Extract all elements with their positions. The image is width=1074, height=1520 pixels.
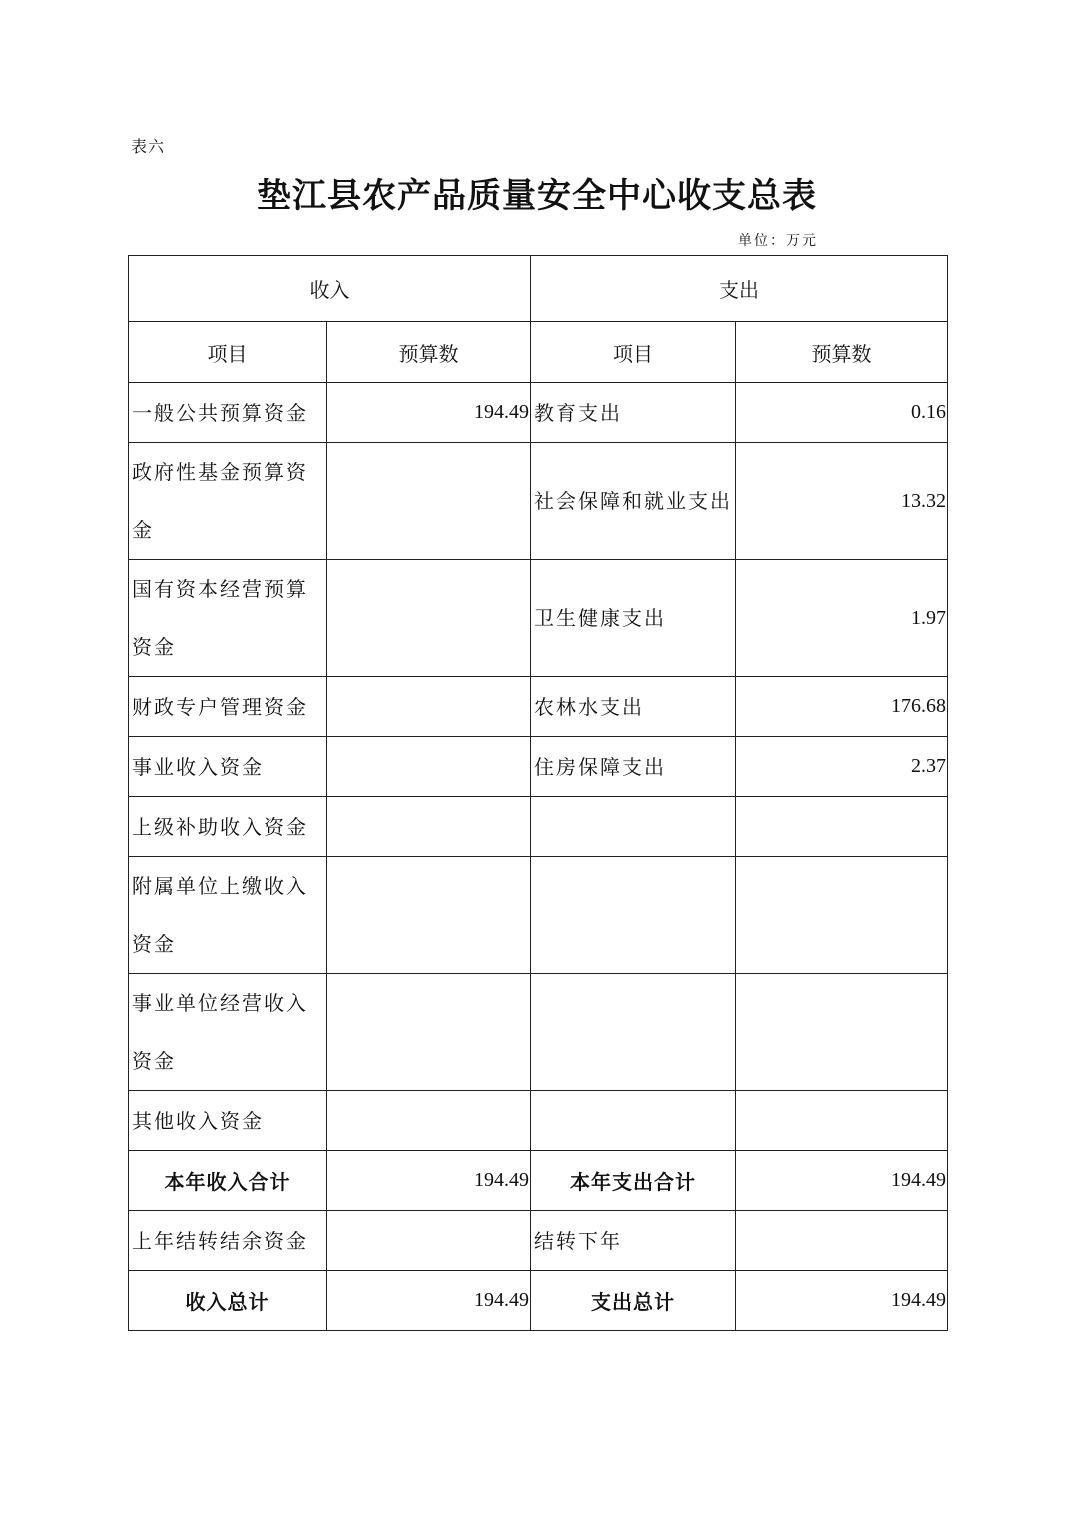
income-grand-total-label: 收入总计	[129, 1271, 327, 1331]
expense-item: 住房保障支出	[531, 737, 736, 797]
income-item: 事业单位经营收入资金	[129, 974, 327, 1091]
income-item: 国有资本经营预算资金	[129, 560, 327, 677]
budget-summary-table	[128, 255, 948, 1331]
income-value: 194.49	[327, 383, 531, 443]
table-row	[129, 383, 948, 443]
expense-value	[736, 797, 948, 857]
expense-value: 176.68	[736, 677, 948, 737]
expense-value	[736, 974, 948, 1091]
expense-item: 教育支出	[531, 383, 736, 443]
income-value	[327, 974, 531, 1091]
income-item: 上级补助收入资金	[129, 797, 327, 857]
income-section-header: 收入	[129, 256, 531, 322]
table-row	[129, 677, 948, 737]
table-row	[129, 857, 948, 974]
year-expense-total-label: 本年支出合计	[531, 1151, 736, 1211]
table-number-label: 表六	[131, 137, 166, 156]
carryover-row	[129, 1211, 948, 1271]
section-header-row	[129, 256, 948, 322]
table-row	[129, 1091, 948, 1151]
table-row	[129, 797, 948, 857]
income-budget-header: 预算数	[327, 322, 531, 383]
income-grand-total-value: 194.49	[327, 1271, 531, 1331]
income-value	[327, 737, 531, 797]
expense-value	[736, 1091, 948, 1151]
carryover-income-item: 上年结转结余资金	[129, 1211, 327, 1271]
expense-value	[736, 857, 948, 974]
expense-value: 2.37	[736, 737, 948, 797]
expense-item: 卫生健康支出	[531, 560, 736, 677]
year-total-row	[129, 1151, 948, 1211]
table-row	[129, 737, 948, 797]
expense-section-header: 支出	[531, 256, 948, 322]
income-value	[327, 560, 531, 677]
carryover-expense-value	[736, 1211, 948, 1271]
expense-item: 农林水支出	[531, 677, 736, 737]
year-income-total-value: 194.49	[327, 1151, 531, 1211]
expense-item	[531, 797, 736, 857]
income-item: 附属单位上缴收入资金	[129, 857, 327, 974]
income-item: 政府性基金预算资金	[129, 443, 327, 560]
expense-item-header: 项目	[531, 322, 736, 383]
year-expense-total-value: 194.49	[736, 1151, 948, 1211]
carryover-income-value	[327, 1211, 531, 1271]
table-row	[129, 974, 948, 1091]
expense-value: 1.97	[736, 560, 948, 677]
income-item-header: 项目	[129, 322, 327, 383]
expense-value: 0.16	[736, 383, 948, 443]
unit-label: 单位：万元	[738, 233, 818, 249]
year-income-total-label: 本年收入合计	[129, 1151, 327, 1211]
grand-total-row	[129, 1271, 948, 1331]
expense-grand-total-label: 支出总计	[531, 1271, 736, 1331]
carryover-expense-item: 结转下年	[531, 1211, 736, 1271]
income-item: 其他收入资金	[129, 1091, 327, 1151]
income-value	[327, 797, 531, 857]
expense-grand-total-value: 194.49	[736, 1271, 948, 1331]
income-value	[327, 857, 531, 974]
income-item: 一般公共预算资金	[129, 383, 327, 443]
income-item: 财政专户管理资金	[129, 677, 327, 737]
column-header-row	[129, 322, 948, 383]
expense-budget-header: 预算数	[736, 322, 948, 383]
expense-item	[531, 974, 736, 1091]
income-value	[327, 443, 531, 560]
expense-item	[531, 1091, 736, 1151]
income-value	[327, 1091, 531, 1151]
expense-value: 13.32	[736, 443, 948, 560]
table-row	[129, 443, 948, 560]
table-row	[129, 560, 948, 677]
income-value	[327, 677, 531, 737]
expense-item: 社会保障和就业支出	[531, 443, 736, 560]
document-title: 垫江县农产品质量安全中心收支总表	[257, 176, 817, 216]
income-item: 事业收入资金	[129, 737, 327, 797]
expense-item	[531, 857, 736, 974]
